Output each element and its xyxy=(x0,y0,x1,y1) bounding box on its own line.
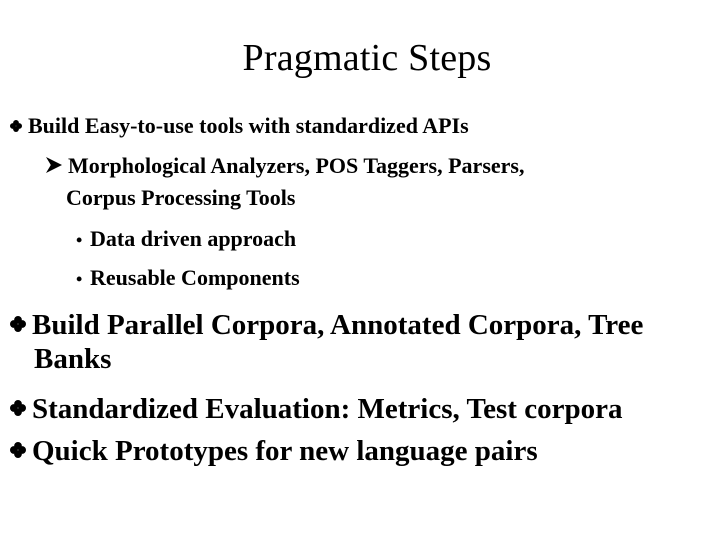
slide-title: Pragmatic Steps xyxy=(242,37,492,79)
bullet-text: Standardized Evaluation: Metrics, Test corpora xyxy=(32,393,623,425)
sub-item-text: Morphological Analyzers, POS Taggers, Parsers, xyxy=(68,153,525,178)
sub-item-continuation-text: Corpus Processing Tools xyxy=(66,185,296,210)
bullet-continuation-text: Banks xyxy=(34,343,112,375)
bullet-text: Build Easy-to-use tools with standardized APIs xyxy=(28,113,469,138)
bullet-text: Build Parallel Corpora, Annotated Corpora, Tree xyxy=(32,309,644,341)
quad-diamond-bullet-icon xyxy=(10,442,26,458)
quad-diamond-bullet-icon xyxy=(10,400,26,416)
bullet-item-3 xyxy=(10,395,622,424)
sub-item-1 xyxy=(46,155,524,177)
sub-sub-item-text: Data driven approach xyxy=(90,226,297,251)
bullet-item-2-continuation xyxy=(34,345,111,374)
sub-item-1-continuation xyxy=(66,187,295,209)
sub-sub-item-1 xyxy=(76,228,296,250)
dot-bullet-icon: • xyxy=(76,269,83,289)
bullet-text: Quick Prototypes for new language pairs xyxy=(32,435,538,467)
bullet-item-4 xyxy=(10,437,538,466)
arrowhead-bullet-icon xyxy=(46,157,62,173)
sub-sub-item-text: Reusable Components xyxy=(90,265,300,290)
quad-diamond-bullet-icon xyxy=(10,316,26,332)
dot-bullet-icon: • xyxy=(76,230,83,250)
bullet-item-2 xyxy=(10,311,643,340)
sub-sub-item-2 xyxy=(76,267,300,289)
bullet-item-1 xyxy=(10,115,469,137)
quad-diamond-bullet-icon xyxy=(10,120,22,132)
